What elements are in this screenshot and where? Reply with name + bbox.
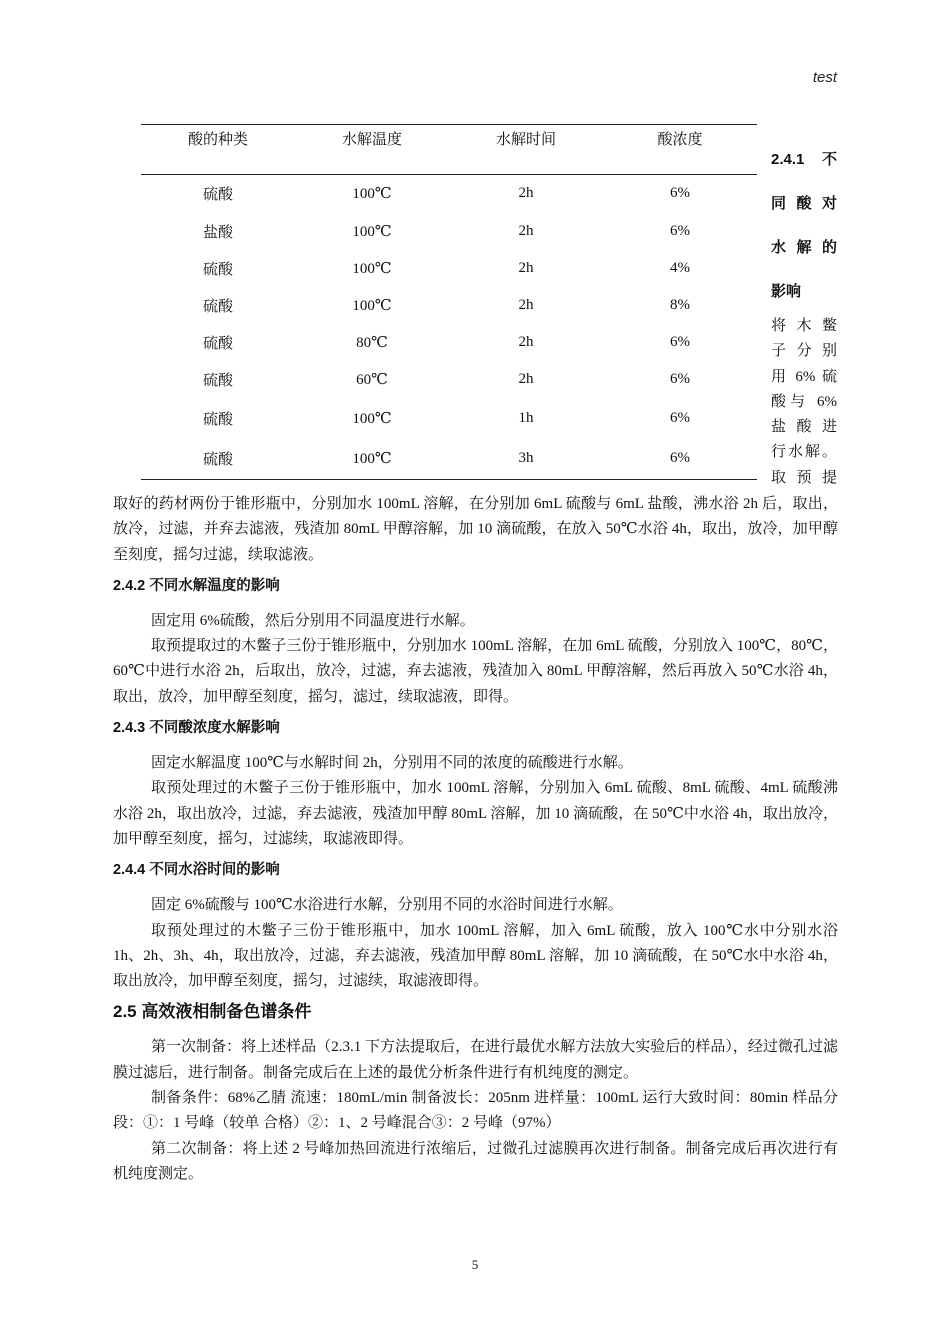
table-cell: 60℃ (356, 371, 388, 388)
table-cell: 硫酸 (202, 411, 233, 428)
column-header: 酸的种类 (141, 125, 295, 175)
table-cell: 1h (518, 409, 534, 426)
section-241-sidebar (771, 138, 837, 491)
table-cell: 3h (449, 439, 603, 480)
table-cell: 100℃ (352, 260, 392, 277)
paragraph: 取好的药材两份于锥形瓶中，分别加水 100mL 溶解，在分别加 6mL 硫酸与 6mL 盐酸，沸水浴 2h 后，取出，放冷，过滤，并弃去滤液，残渣加 80mL 甲醇溶解，加 10 滴硫酸，在放入 50℃水浴 4h，取出，放冷，加甲醇至刻度，摇匀过滤，续取滤液。 (113, 496, 838, 563)
table-cell: 100℃ (352, 297, 392, 314)
paragraph: 取预处理过的木鳖子三份于锥形瓶中，加水 100mL 溶解，分别加入 6mL 硫酸、8mL 硫酸、4mL 硫酸沸水浴 2h，取出放冷，过滤，弃去滤液，残渣加甲醇 80mL 溶解，加 10 滴硫酸，在 50℃中水浴 4h，取出放冷，加甲醇至刻度，摇匀，过滤续，取滤液即得。 (113, 780, 838, 847)
table-row (141, 213, 757, 250)
table-cell: 硫酸 (202, 187, 233, 204)
table-cell: 2h (518, 370, 534, 387)
table-cell: 80℃ (356, 334, 388, 351)
section-241-text (771, 314, 837, 491)
paragraph: 取预处理过的木鳖子三份于锥形瓶中，加水 100mL 溶解，加入 6mL 硫酸，放入 100℃水中分别水浴 1h、2h、3h、4h，取出放冷，过滤，弃去滤液，残渣加甲醇 80mL 溶解，加 10 滴硫酸，在 50℃水中水浴 4h，取出放冷，加甲醇至刻度，摇匀，过滤续，取滤液即得。 (113, 922, 838, 990)
table-cell: 6% (670, 333, 690, 350)
table-cell: 6% (670, 370, 690, 387)
table-cell: 4% (670, 259, 690, 276)
table-cell: 6% (670, 185, 690, 202)
table-cell: 100℃ (352, 410, 392, 427)
text-line: 子分别 (771, 343, 837, 360)
text-line: 盐酸进 (771, 419, 837, 436)
table-cell: 硫酸 (202, 372, 233, 389)
table-cell: 6% (670, 409, 690, 426)
heading-line: 2.4.1 不 (771, 151, 837, 168)
table-cell: 100℃ (352, 223, 392, 240)
table-header-row (141, 125, 757, 175)
table-row (141, 398, 757, 439)
table-cell: 6% (670, 222, 690, 239)
page-header: test (812, 69, 837, 86)
text-line: 行水解。 (771, 444, 837, 461)
text-line: 酸与 6% (771, 393, 837, 410)
paragraph: 制备条件：68%乙腈 流速：180mL/min 制备波长：205nm 进样量：100mL 运行大致时间：80min 样品分段：①：1 号峰（较单 合格）②：1、2 号峰混合③：2 号峰（97%） (113, 1090, 838, 1132)
paragraph: 第一次制备：将上述样品（2.3.1 下方法提取后，在进行最优水解方法放大实验后的样品），经过微孔过滤膜过滤后，进行制备。制备完成后在上述的最优分析条件进行有机纯度的测定。 (113, 1039, 838, 1081)
table-cell: 盐酸 (202, 224, 233, 241)
table-cell: 2h (518, 296, 534, 313)
table-cell: 100℃ (352, 186, 392, 203)
table-row (141, 439, 757, 480)
hydrolysis-conditions-table (141, 124, 757, 480)
column-header: 水解时间 (449, 125, 603, 175)
paragraph: 第二次制备：将上述 2 号峰加热回流进行浓缩后，过微孔过滤膜再次进行制备。制备完成后再次进行有机纯度测定。 (113, 1140, 838, 1182)
paragraph: 固定用 6%硫酸，然后分别用不同温度进行水解。 (151, 612, 475, 629)
text-line: 取预提 (771, 469, 837, 486)
table-cell: 硫酸 (141, 439, 295, 480)
table-row (141, 324, 757, 361)
section-heading: 2.4.2 不同水解温度的影响 (113, 577, 280, 594)
section-heading: 2.4.3 不同酸浓度水解影响 (113, 720, 280, 737)
table-row (141, 361, 757, 398)
table-cell: 硫酸 (202, 298, 233, 315)
table-row (141, 175, 757, 213)
table-cell: 硫酸 (202, 261, 233, 278)
section-241-heading (771, 138, 837, 314)
table-cell: 8% (670, 296, 690, 313)
table-cell: 2h (518, 185, 534, 202)
table-cell: 2h (518, 222, 534, 239)
text-line: 用 6% 硫 (771, 368, 837, 385)
section-heading: 2.5 高效液相制备色谱条件 (113, 1002, 312, 1022)
paragraph: 取预提取过的木鳖子三份于锥形瓶中，分别加水 100mL 溶解，在加 6mL 硫酸，分别放入 100℃，80℃，60℃中进行水浴 2h，后取出，放冷，过滤，弃去滤液，残渣加入 80mL 甲醇溶解，然后再放入 50℃水浴 4h，取出，放冷，加甲醇至刻度，摇匀，滤过，续取滤液，即得。 (113, 638, 838, 705)
page-number: 5 (471, 1257, 479, 1272)
table-cell: 2h (518, 259, 534, 276)
table-cell: 6% (603, 439, 757, 480)
column-header: 水解温度 (295, 125, 449, 175)
column-header: 酸浓度 (603, 125, 757, 175)
main-body (113, 492, 838, 1187)
heading-line: 影响 (771, 283, 802, 300)
table-cell: 100℃ (295, 439, 449, 480)
text-line: 将木鳖 (771, 318, 837, 334)
table-cell: 硫酸 (202, 335, 233, 352)
table-row (141, 287, 757, 324)
section-heading: 2.4.4 不同水浴时间的影响 (113, 862, 280, 879)
heading-line: 同酸对 (771, 195, 837, 212)
table-cell: 2h (518, 333, 534, 350)
paragraph: 固定水解温度 100℃与水解时间 2h，分别用不同的浓度的硫酸进行水解。 (151, 755, 633, 772)
table-row (141, 250, 757, 287)
paragraph: 固定 6%硫酸与 100℃水浴进行水解，分别用不同的水浴时间进行水解。 (151, 897, 623, 914)
heading-line: 水解的 (771, 239, 837, 256)
